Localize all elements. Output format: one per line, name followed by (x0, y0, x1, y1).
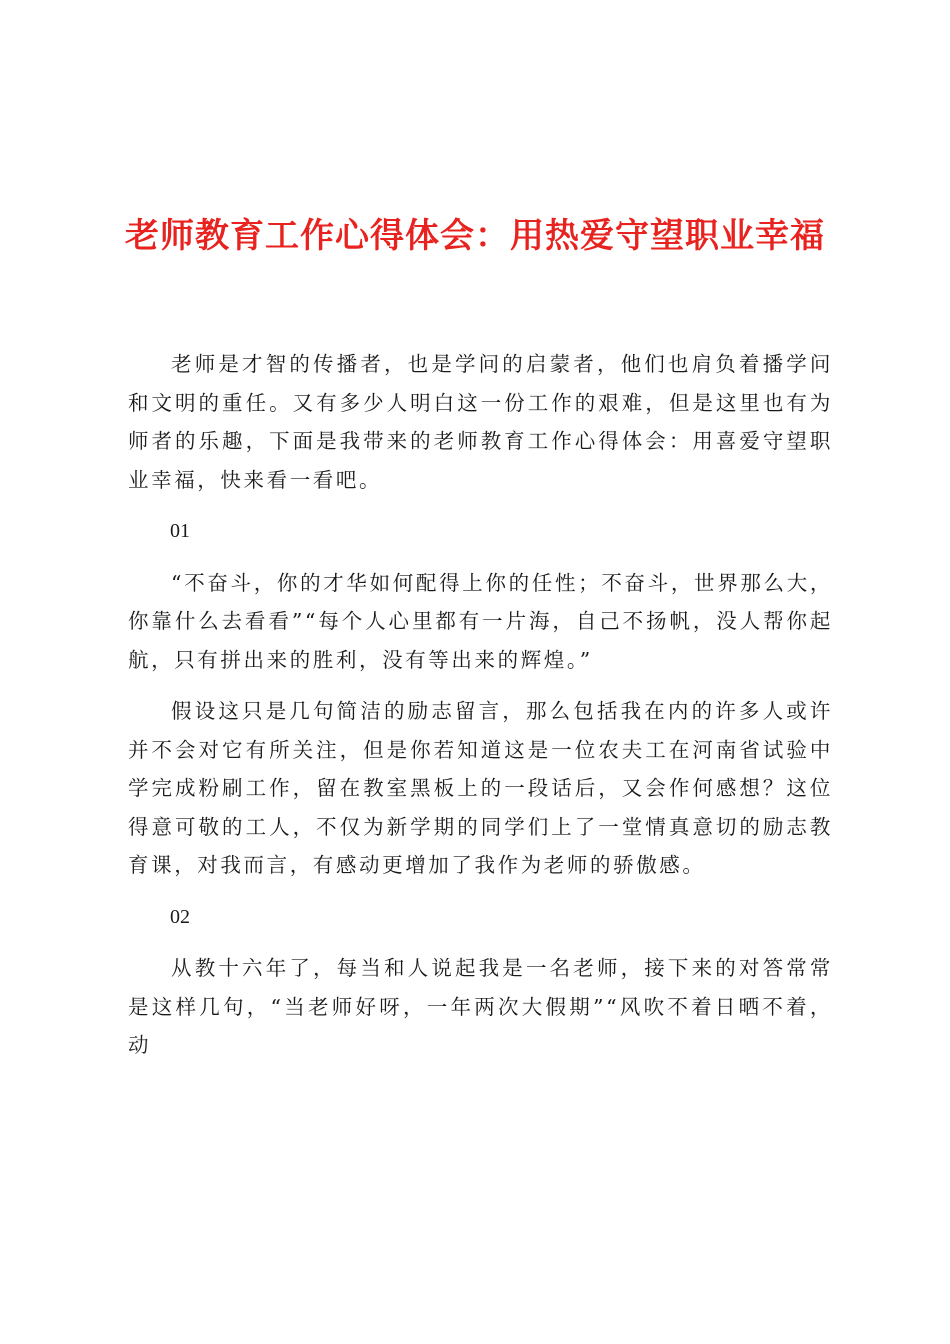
section-number-02: 02 (170, 905, 190, 928)
quote-paragraph: “不奋斗，你的才华如何配得上你的任性；不奋斗，世界那么大，你靠什么去看看”“每个人心里都有一片海，自己不扬帆，没人帮你起航，只有拼出来的胜利，没有等出来的辉煌。” (128, 570, 833, 672)
intro-paragraph: 老师是才智的传播者，也是学问的启蒙者，他们也肩负着播学问和文明的重任。又有多少人明白这一份工作的艰难，但是这里也有为师者的乐趣，下面是我带来的老师教育工作心得体会：用喜爱守望职业幸福，快来看一看吧。 (128, 352, 833, 492)
document-body (128, 345, 833, 1078)
body-paragraph: 假设这只是几句简洁的励志留言，那么包括我在内的许多人或许并不会对它有所关注，但是你若知道这是一位农夫工在河南省试验中学完成粉刷工作，留在教室黑板上的一段话后，又会作何感想？这位得意可敬的工人，不仅为新学期的同学们上了一堂情真意切的励志教育课，对我而言，有感动更增加了我作为老师的骄傲感。 (128, 699, 833, 877)
body-paragraph: 从教十六年了，每当和人说起我是一名老师，接下来的对答常常是这样几句，“当老师好呀，一年两次大假期”“风吹不着日晒不着，动 (128, 956, 833, 1057)
section-number-01: 01 (170, 520, 190, 542)
document-title: 老师教育工作心得体会：用热爱守望职业幸福 (125, 216, 825, 256)
